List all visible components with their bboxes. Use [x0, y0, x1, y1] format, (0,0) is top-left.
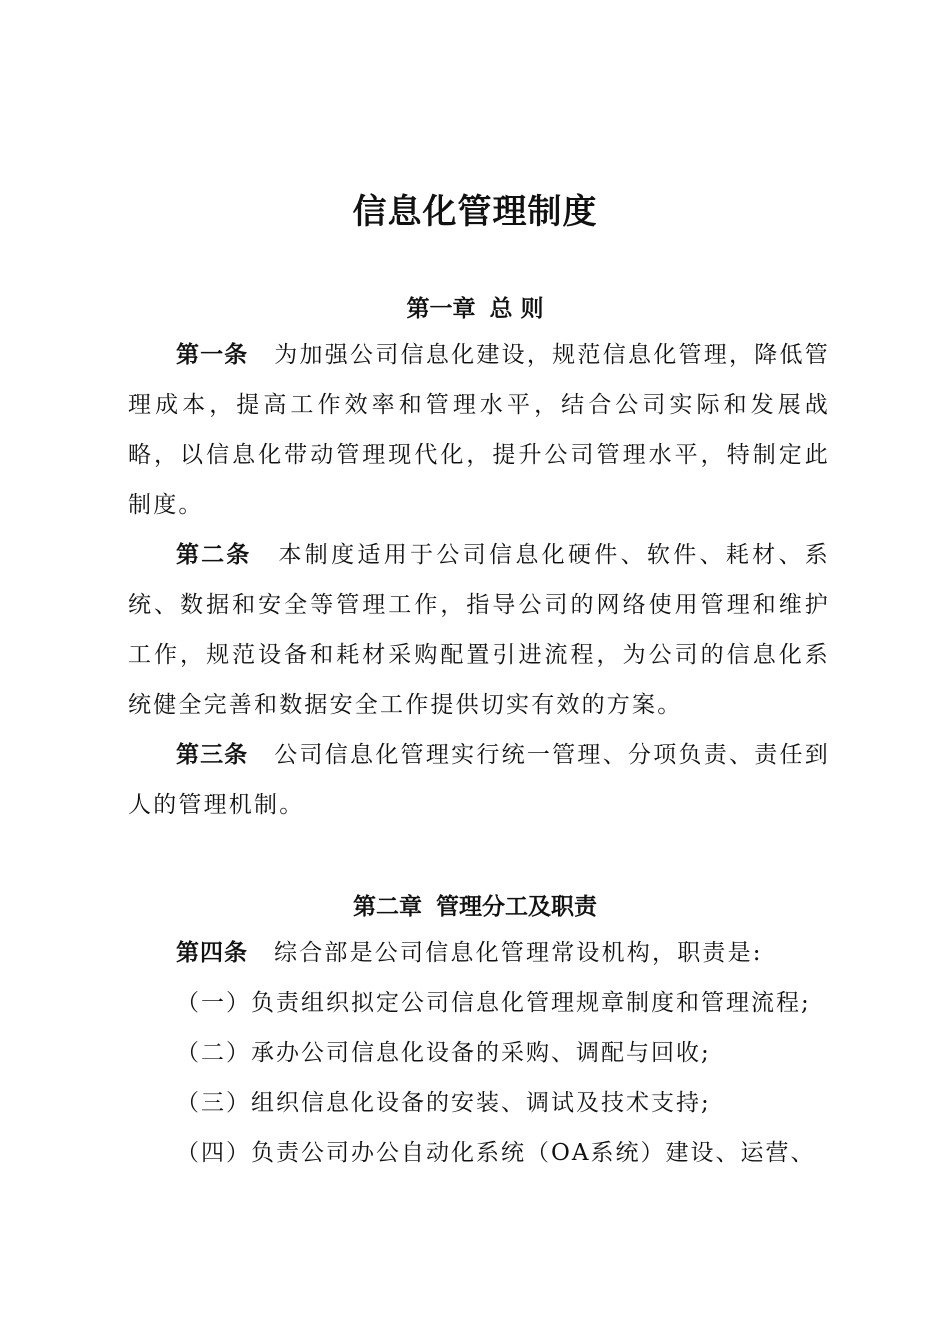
chapter-1-heading	[0, 290, 950, 323]
chapter-1-title: 总 则	[489, 295, 544, 322]
chapter-2-heading	[0, 888, 950, 921]
article-1	[128, 330, 830, 530]
article-1-text: 为加强公司信息化建设，规范信息化管理，降低管理成本，提高工作效率和管理水平，结合公司实际和发展战略，以信息化带动管理现代化，提升公司管理水平，特制定此制度。	[128, 342, 831, 518]
article-2-text: 本制度适用于公司信息化硬件、软件、耗材、系统、数据和安全等管理工作，指导公司的网络使用管理和维护工作，规范设备和耗材采购配置引进流程，为公司的信息化系统健全完善和数据安全工作提供切实有效的方案。	[128, 542, 831, 718]
article-4-label: 第四条	[176, 939, 248, 966]
list-item: （四）负责公司办公自动化系统（OA系统）建设、运营、	[176, 1140, 816, 1166]
article-4	[128, 928, 830, 978]
article-3	[128, 730, 830, 830]
chapter-2-number: 第二章	[353, 893, 422, 920]
article-2-label: 第二条	[176, 541, 252, 568]
article-3-text: 公司信息化管理实行统一管理、分项负责、责任到人的管理机制。	[128, 742, 831, 818]
chapter-2-title: 管理分工及职责	[436, 893, 597, 920]
list-item: （三）组织信息化设备的安装、调试及技术支持;	[176, 1090, 711, 1116]
article-3-label: 第三条	[176, 741, 249, 768]
article-4-text: 综合部是公司信息化管理常设机构，职责是:	[274, 940, 763, 966]
document-title: 信息化管理制度	[352, 192, 598, 232]
list-item: （一）负责组织拟定公司信息化管理规章制度和管理流程;	[176, 990, 811, 1016]
article-1-label: 第一条	[176, 341, 249, 368]
article-2	[128, 530, 830, 730]
chapter-1-number: 第一章	[406, 295, 476, 322]
list-item: （二）承办公司信息化设备的采购、调配与回收;	[176, 1040, 711, 1066]
